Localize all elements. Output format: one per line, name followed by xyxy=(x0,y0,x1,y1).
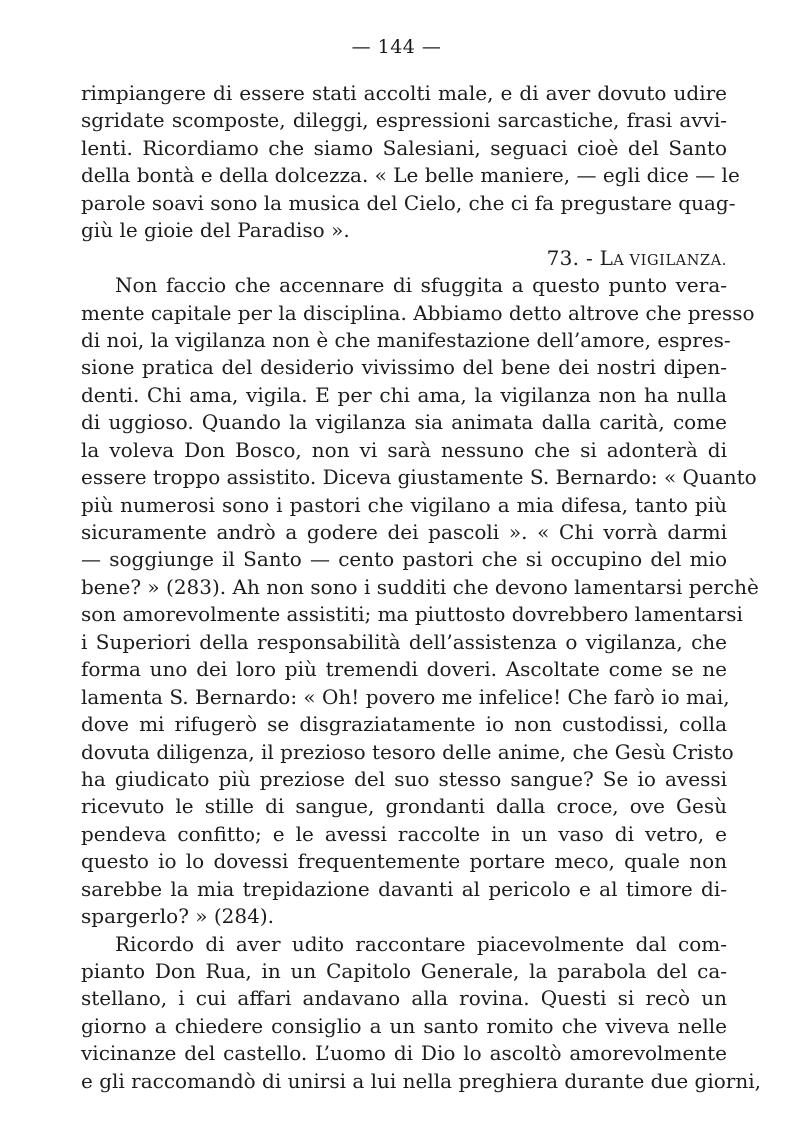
text-line: vicinanze del castello. L’uomo di Dio lo ascoltò amorevolmente xyxy=(81,1041,727,1066)
text-line: lenti. Ricordiamo che siamo Salesiani, seguaci cioè del Santo xyxy=(81,135,727,160)
text-line: forma uno dei loro più tremendi doveri. Ascoltate come se ne xyxy=(81,657,727,682)
text-line: e gli raccomandò di unirsi a lui nella preghiera durante due giorni, xyxy=(81,1068,761,1093)
text-line: pianto Don Rua, in un Capitolo Generale, la parabola del ca- xyxy=(81,959,727,983)
text-line: sione pratica del desiderio vivissimo del bene dei nostri dipen- xyxy=(81,355,727,380)
body-text xyxy=(81,80,761,1095)
page-number: — 144 — xyxy=(351,36,442,58)
text-line: essere troppo assistito. Diceva giustamente S. Bernardo: « Quanto xyxy=(81,465,757,490)
text-line: denti. Chi ama, vigila. E per chi ama, la vigilanza non ha nulla xyxy=(81,382,727,407)
text-line: giù le gioie del Paradiso ». xyxy=(81,218,350,243)
text-line: parole soavi sono la musica del Cielo, che ci fa pregustare quag- xyxy=(81,190,736,215)
text-line: di noi, la vigilanza non è che manifestazione dell’amore, espres- xyxy=(81,327,731,352)
text-line: questo io lo dovessi frequentemente portare meco, quale non xyxy=(81,849,727,874)
text-line: sgridate scomposte, dileggi, espressioni sarcastiche, frasi avvi- xyxy=(81,108,727,133)
text-line: — soggiunge il Santo — cento pastori che si occupino del mio xyxy=(81,547,727,572)
text-line: la voleva Don Bosco, non vi sarà nessuno che si adonterà di xyxy=(81,437,727,462)
text-line: sicuramente andrò a godere dei pascoli ». « Chi vorrà darmi xyxy=(81,520,727,544)
text-line: spargerlo? » (284). xyxy=(81,904,274,929)
text-line: stellano, i cui affari andavano alla rovina. Questi si recò un xyxy=(81,986,727,1011)
text-line: sarebbe la mia trepidazione davanti al pericolo e al timore di- xyxy=(81,876,727,901)
text-line: dovuta diligenza, il prezioso tesoro delle anime, che Gesù Cristo xyxy=(81,739,734,764)
text-line: bene? » (283). Ah non sono i sudditi che devono lamentarsi perchè xyxy=(81,574,759,599)
text-line: giorno a chiedere consiglio a un santo romito che viveva nelle xyxy=(81,1013,727,1038)
text-line: i Superiori della responsabilità dell’assistenza o vigilanza, che xyxy=(81,629,727,654)
text-line: Non faccio che accennare di sfuggita a questo punto vera- xyxy=(115,273,727,298)
section-heading xyxy=(81,245,727,272)
text-line: rimpiangere di essere stati accolti male, e di aver dovuto udire xyxy=(81,81,727,105)
text-line: dove mi rifugerò se disgraziatamente io non custodissi, colla xyxy=(81,712,727,737)
text-line: ricevuto le stille di sangue, grondanti dalla croce, ove Gesù xyxy=(81,794,727,819)
section-number: 73. - xyxy=(546,245,593,270)
text-line: di uggioso. Quando la vigilanza sia animata dalla carità, come xyxy=(81,410,727,435)
text-line: ha giudicato più preziose del suo stesso sangue? Se io avessi xyxy=(81,766,727,791)
section-title-initial: L xyxy=(599,245,614,270)
text-line: Ricordo di aver udito raccontare piacevolmente dal com- xyxy=(115,931,727,956)
text-line: della bontà e della dolcezza. « Le belle maniere, — egli dice — le xyxy=(81,163,740,188)
text-line: più numerosi sono i pastori che vigilano a mia difesa, tanto più xyxy=(81,492,727,517)
section-title-rest: A VIGILANZA. xyxy=(613,252,727,269)
text-line: lamenta S. Bernardo: « Oh! povero me infelice! Che farò io mai, xyxy=(81,684,730,709)
text-line: mente capitale per la disciplina. Abbiamo detto altrove che presso xyxy=(81,300,755,325)
text-line: son amorevolmente assistiti; ma piuttosto dovrebbero lamentarsi xyxy=(81,602,743,627)
text-line: pendeva confitto; e le avessi raccolte in un vaso di vetro, e xyxy=(81,821,727,846)
